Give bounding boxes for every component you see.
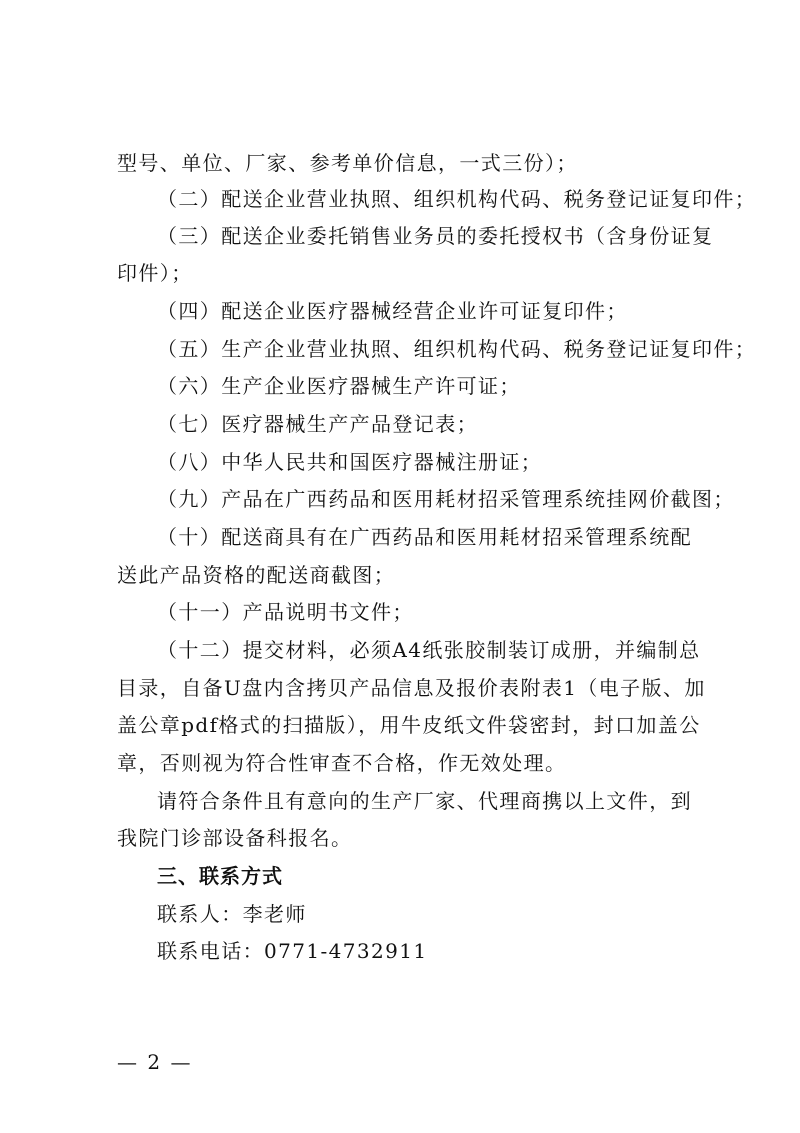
- text-line-10: （九）产品在广西药品和医用耗材招采管理系统挂网价截图；: [157, 487, 735, 511]
- text-line-3: （三）配送企业委托销售业务员的委托授权书（含身份证复: [157, 224, 714, 248]
- text-line-6: （五）生产企业营业执照、组织机构代码、税务登记证复印件；: [157, 337, 757, 361]
- text-line-8: （七）医疗器械生产产品登记表；: [157, 412, 478, 436]
- text-line-16: 盖公章pdf格式的扫描版），用牛皮纸文件袋密封，封口加盖公: [117, 713, 701, 737]
- section-heading-contact: 三、联系方式: [157, 864, 283, 888]
- text-line-5: （四）配送企业医疗器械经营企业许可证复印件；: [157, 299, 628, 323]
- contact-phone: 联系电话：0771-4732911: [157, 939, 428, 963]
- contact-person: 联系人：李老师: [157, 902, 307, 926]
- page-number: — 2 —: [117, 1050, 193, 1074]
- text-line-12: 送此产品资格的配送商截图；: [117, 563, 396, 587]
- text-line-15: 目录，自备U盘内含拷贝产品信息及报价表附表1（电子版、加: [117, 676, 706, 700]
- text-line-2: （二）配送企业营业执照、组织机构代码、税务登记证复印件；: [157, 187, 757, 211]
- text-line-14: （十二）提交材料，必须A4纸张胶制装订成册，并编制总: [157, 638, 701, 662]
- text-line-4: 印件）；: [117, 261, 193, 285]
- text-line-11: （十）配送商具有在广西药品和医用耗材招采管理系统配: [157, 525, 692, 549]
- text-line-7: （六）生产企业医疗器械生产许可证；: [157, 374, 521, 398]
- text-line-13: （十一）产品说明书文件；: [157, 600, 414, 624]
- text-line-9: （八）中华人民共和国医疗器械注册证；: [157, 450, 543, 474]
- text-line-1: 型号、单位、厂家、参考单价信息，一式三份）；: [117, 151, 578, 175]
- text-line-17: 章，否则视为符合性审查不合格，作无效处理。: [117, 751, 567, 775]
- text-line-18: 请符合条件且有意向的生产厂家、代理商携以上文件，到: [157, 789, 692, 813]
- text-line-19: 我院门诊部设备科报名。: [117, 826, 353, 850]
